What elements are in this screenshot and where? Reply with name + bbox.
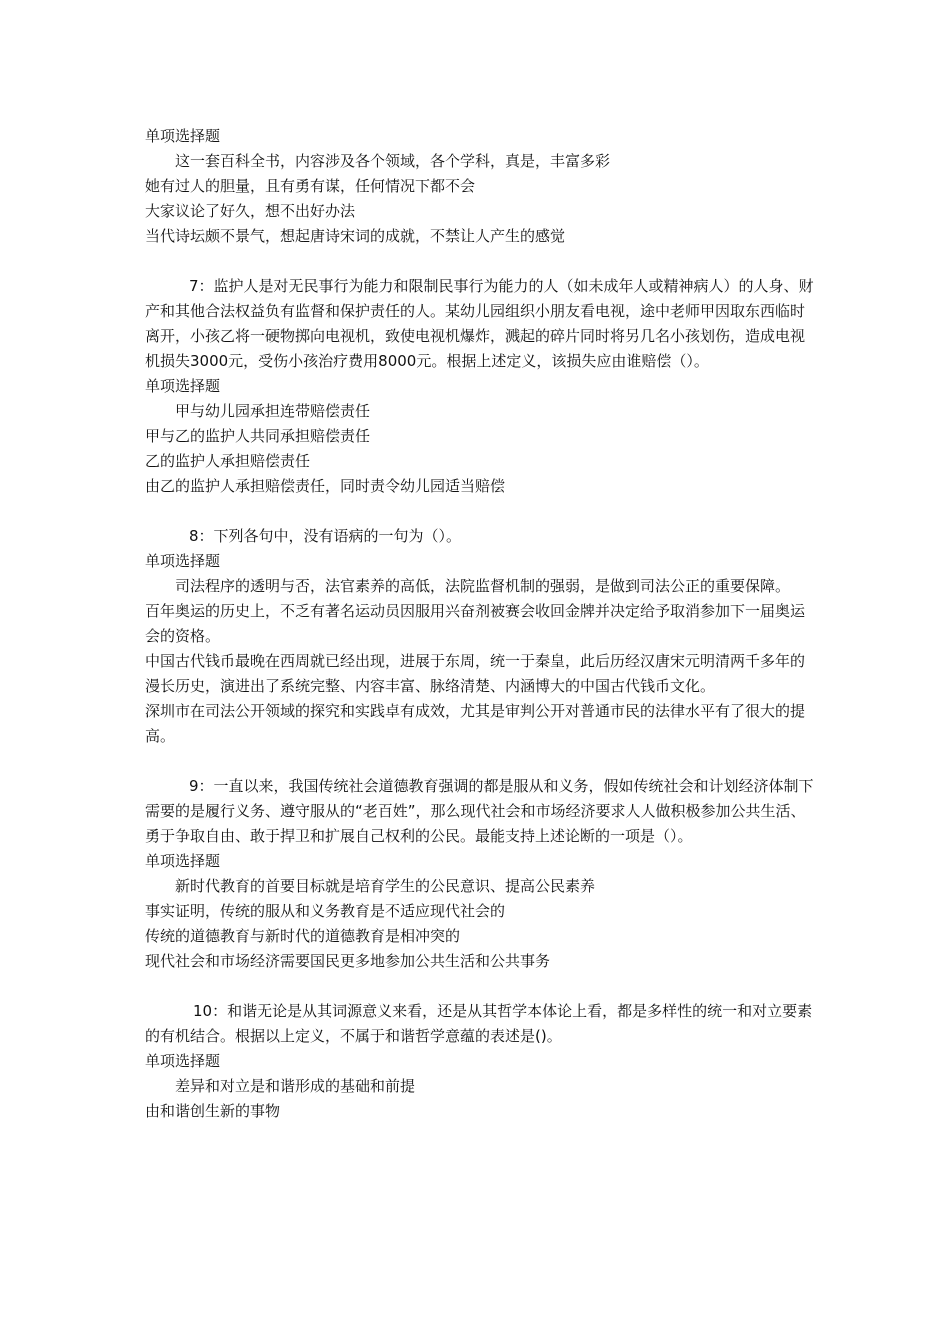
option-a: 新时代教育的首要目标就是培育学生的公民意识、提高公民素养 xyxy=(175,877,596,895)
option-b: 甲与乙的监护人共同承担赔偿责任 xyxy=(145,427,371,445)
question-stem xyxy=(145,999,815,1049)
question-type-label: 单项选择题 xyxy=(145,852,221,870)
option-b: 由和谐创生新的事物 xyxy=(145,1102,281,1120)
option-c: 中国古代钱币最晚在西周就已经出现，进展于东周，统一于秦皇，此后历经汉唐宋元明清两千多年的漫长历史，演进出了系统完整、内容丰富、脉络清楚、内涵博大的中国古代钱币文化。 xyxy=(145,652,806,695)
spacer xyxy=(145,249,815,274)
question-number: 9： xyxy=(189,777,214,795)
question-9 xyxy=(145,774,815,974)
option-c: 传统的道德教育与新时代的道德教育是相冲突的 xyxy=(145,927,461,945)
question-stem xyxy=(145,274,815,374)
question-stem xyxy=(145,524,815,549)
question-text: 一直以来，我国传统社会道德教育强调的都是服从和义务，假如传统社会和计划经济体制下需要的是履行义务、遵守服从的“老百姓”，那么现代社会和市场经济要求人人做积极参加公共生活、勇于争取自由、敢于捍卫和扩展自己权利的公民。最能支持上述论断的一项是（）。 xyxy=(145,777,814,845)
spacer xyxy=(145,974,815,999)
option-b: 百年奥运的历史上，不乏有著名运动员因服用兴奋剂被赛会收回金牌并决定给予取消参加下一届奥运会的资格。 xyxy=(145,602,806,645)
option-a: 甲与幼儿园承担连带赔偿责任 xyxy=(175,402,371,420)
question-type-label: 单项选择题 xyxy=(145,1052,221,1070)
option-c: 乙的监护人承担赔偿责任 xyxy=(145,452,311,470)
question-number: 8： xyxy=(189,527,214,545)
option-d: 现代社会和市场经济需要国民更多地参加公共生活和公共事务 xyxy=(145,952,551,970)
option-b: 事实证明，传统的服从和义务教育是不适应现代社会的 xyxy=(145,902,506,920)
question-number: 7： xyxy=(189,277,214,295)
question-7 xyxy=(145,274,815,499)
question-type-label: 单项选择题 xyxy=(145,552,221,570)
option-d: 当代诗坛颇不景气，想起唐诗宋词的成就，不禁让人产生的感觉 xyxy=(145,227,566,245)
question-10 xyxy=(145,999,815,1124)
option-d: 由乙的监护人承担赔偿责任，同时责令幼儿园适当赔偿 xyxy=(145,477,506,495)
question-block-prev xyxy=(145,124,815,249)
question-stem xyxy=(145,774,815,849)
spacer xyxy=(145,749,815,774)
option-c: 大家议论了好久，想不出好办法 xyxy=(145,202,356,220)
question-8 xyxy=(145,524,815,749)
document-body xyxy=(145,124,815,1124)
option-a: 这一套百科全书，内容涉及各个领域，各个学科，真是，丰富多彩 xyxy=(175,152,611,170)
question-text: 下列各句中，没有语病的一句为（）。 xyxy=(213,527,462,545)
option-b: 她有过人的胆量，且有勇有谋，任何情况下都不会 xyxy=(145,177,476,195)
option-d: 深圳市在司法公开领域的探究和实践卓有成效，尤其是审判公开对普通市民的法律水平有了很大的提高。 xyxy=(145,702,806,745)
question-text: 监护人是对无民事行为能力和限制民事行为能力的人（如未成年人或精神病人）的人身、财产和其他合法权益负有监督和保护责任的人。某幼儿园组织小朋友看电视，途中老师甲因取东西临时离开，小孩乙将一硬物掷向电视机，致使电视机爆炸，溅起的碎片同时将另几名小孩划伤，造成电视机损失3000元，受伤小孩治疗费用8000元。根据上述定义，该损失应由谁赔偿（）。 xyxy=(145,277,814,370)
option-a: 司法程序的透明与否，法官素养的高低，法院监督机制的强弱，是做到司法公正的重要保障。 xyxy=(175,577,791,595)
question-type-label: 单项选择题 xyxy=(145,127,221,145)
question-text: 和谐无论是从其词源意义来看，还是从其哲学本体论上看，都是多样性的统一和对立要素的有机结合。根据以上定义，不属于和谐哲学意蕴的表述是()。 xyxy=(145,1002,813,1045)
question-number: 10： xyxy=(193,1002,228,1020)
spacer xyxy=(145,499,815,524)
question-type-label: 单项选择题 xyxy=(145,377,221,395)
option-a: 差异和对立是和谐形成的基础和前提 xyxy=(175,1077,416,1095)
